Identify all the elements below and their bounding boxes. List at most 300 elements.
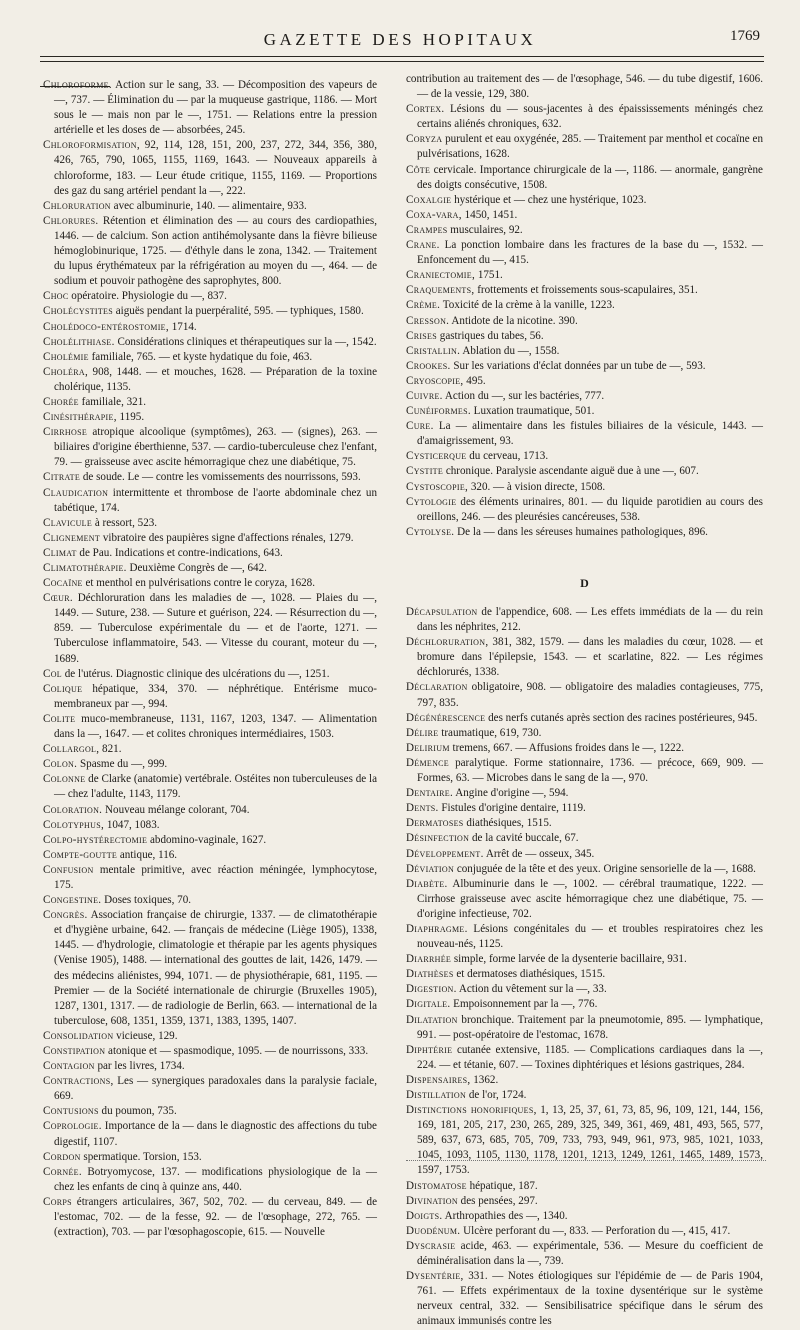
index-entry — [406, 922, 763, 952]
index-references: mentale primitive, avec réaction méningée, lymphocytose, 175. — [54, 863, 377, 891]
index-entry — [43, 199, 377, 214]
index-references: de soude. Le — contre les vomissements des nourrissons, 593. — [80, 471, 361, 484]
index-entry — [406, 208, 763, 223]
section-letter-heading: D — [580, 575, 589, 590]
index-term: Col — [43, 667, 62, 680]
index-entry — [406, 1224, 763, 1239]
index-references: hystérique et — chez une hystérique, 1023. — [451, 193, 647, 206]
index-references: hépatique, 334, 370. — néphrétique. Entérisme muco-membraneux par —, 994. — [54, 682, 377, 710]
index-entry — [43, 395, 377, 410]
index-references: frottements et froissements sous-scapulaires, 351. — [474, 284, 698, 297]
page-header — [0, 0, 800, 60]
index-term: Cuivre. — [406, 389, 443, 402]
index-references: Action du vêtement sur la —, 33. — [456, 983, 607, 996]
index-entry — [406, 480, 763, 495]
index-term: Dilatation — [406, 1013, 458, 1026]
index-entry — [406, 1179, 763, 1194]
index-references: Action du —, sur les bactéries, 777. — [442, 389, 605, 402]
index-term: Claudication — [43, 486, 109, 499]
index-entry — [406, 1013, 763, 1043]
index-references: 495. — [463, 374, 486, 387]
index-term: Chlorures. — [43, 214, 99, 227]
index-term: Craquements, — [406, 284, 475, 297]
index-term: Cresson. — [406, 314, 450, 327]
index-entry — [406, 1209, 763, 1224]
index-entry — [43, 682, 377, 712]
index-term: Cystoscopie, — [406, 480, 469, 493]
index-term: Consolidation — [43, 1029, 114, 1042]
index-entry — [406, 389, 763, 404]
index-term: Colpo-hystérectomie — [43, 833, 148, 846]
index-entry — [406, 756, 763, 786]
index-entry — [406, 862, 763, 877]
index-references: traumatique, 619, 730. — [438, 726, 542, 739]
index-entry — [406, 847, 763, 862]
index-references: Rétention et élimination des — au cours des cardiopathies, 1446. — de calcium. Son action antihémolysante dans la fièvre bilieuse hémoglobinurique, 1725. — d'éthyle dans le zona, 1342. — Traitement du lupus érythémateux par la réfrigération au moyen du —, 464. — de sodium et pouvoir pathogène des saprophytes, 800. — [54, 214, 377, 288]
index-term: Contractions, — [43, 1075, 114, 1088]
index-references: Action sur le sang, 33. — Décomposition des vapeurs de —, 737. — Élimination du — par la muqueuse gastrique, 1186. — Mort sous le — mais non par le —, 1751. — Relations entre la pression artérielle et les doses de — absorbées, 245. — [54, 79, 377, 137]
index-references: du poumon, 735. — [98, 1105, 177, 1118]
index-term: Dentaire. — [406, 787, 454, 800]
index-references: Albuminurie dans le —, 1002. — cérébral traumatique, 1222. — Cirrhose graisseuse avec ascite hémorragique chez une diabétique, 75. — d'origine infectieuse, 702. — [417, 877, 763, 920]
index-references: vicieuse, 129. — [113, 1029, 178, 1042]
index-references: spermatique. Torsion, 153. — [80, 1150, 202, 1163]
index-entry — [43, 803, 377, 818]
index-entry — [406, 329, 763, 344]
index-references: Angine d'origine —, 594. — [453, 787, 569, 800]
index-entry — [43, 591, 377, 666]
index-entry — [406, 997, 763, 1012]
index-term: Diphtérie — [406, 1043, 453, 1056]
index-term: Crookes. — [406, 359, 451, 372]
index-term: Chloroforme. — [43, 79, 112, 91]
index-term: Contagion — [43, 1060, 95, 1073]
index-entry — [43, 470, 377, 485]
index-term: Cholédoco-entérostomie, — [43, 320, 169, 333]
index-references: de Pau. Indications et contre-indications, 643. — [76, 546, 283, 559]
index-term: Clavicule — [43, 516, 93, 529]
index-term: Confusion — [43, 863, 94, 876]
index-references: 92, 114, 128, 151, 200, 237, 272, 344, 356, 380, 426, 765, 790, 1065, 1155, 1169, 1643. — Nouveaux appareils à chloroforme, 183. — Leur étude critique, 1155, 1169. — Proportions des gaz du sang artériel pendant la —, 222. — [54, 139, 377, 197]
index-references: Ablation du —, 1558. — [460, 344, 560, 357]
index-term: Cristallin. — [406, 344, 461, 357]
index-term: Corps — [43, 1195, 72, 1208]
index-references: abdomino-vaginale, 1627. — [147, 833, 267, 846]
index-entry — [406, 877, 763, 922]
index-references: Arrêt de — osseux, 345. — [483, 847, 595, 860]
index-entry — [43, 365, 377, 395]
index-references: atonique et — spasmodique, 1095. — de nourrissons, 333. — [105, 1045, 369, 1057]
index-term: Colite — [43, 712, 76, 725]
index-entry — [406, 404, 763, 419]
index-term: Colotyphus, — [43, 818, 105, 831]
index-references: De la — dans les séreuses humaines pathologiques, 896. — [454, 525, 708, 538]
index-entry — [406, 525, 763, 540]
index-references: de la cavité buccale, 67. — [469, 832, 579, 845]
index-entry — [406, 223, 763, 238]
index-references: des éléments urinaires, 801. — du liquide parotidien au cours des oreillons, 246. — des pleurésies cancéreuses, 538. — [417, 495, 763, 523]
index-entry — [406, 831, 763, 846]
index-entry — [406, 801, 763, 816]
index-references: Doses toxiques, 70. — [101, 894, 192, 907]
index-references: du cerveau, 1713. — [466, 450, 549, 463]
index-references: Sur les variations d'éclat données par un tube de —, 593. — [450, 359, 706, 372]
index-entry — [43, 546, 377, 561]
index-term: Craniectomie, — [406, 269, 476, 282]
index-entry — [43, 833, 377, 848]
index-references: musculaires, 92. — [447, 223, 523, 236]
index-references: simple, forme larvée de la dysenterie bacillaire, 931. — [451, 953, 687, 966]
index-references: et menthol en pulvérisations contre le coryza, 1628. — [82, 577, 315, 590]
index-references: atropique alcoolique (symptômes), 263. — (signes), 263. — biliaires d'origine éberthienne, 537. — cardio-tuberculeuse chez l'enfant, 79. — graisseuse avec ascite hémorragique chez une diabétique, 75. — [54, 426, 377, 469]
index-entry — [406, 464, 763, 479]
index-entry — [406, 1073, 763, 1088]
index-term: Distomatose — [406, 1179, 467, 1192]
index-term: Digestion. — [406, 983, 457, 996]
index-term: Contusions — [43, 1105, 99, 1118]
index-entry — [43, 1044, 377, 1059]
index-term: Dégénérescence — [406, 711, 486, 724]
index-entry — [406, 786, 763, 801]
index-references: muco-membraneuse, 1131, 1167, 1203, 1347. — Alimentation dans la —, 1647. — et colites chroniques intermédiaires, 1503. — [54, 712, 377, 741]
index-entry — [406, 238, 763, 268]
index-references: diathésiques, 1515. — [463, 817, 552, 830]
index-entry — [406, 359, 763, 374]
index-references: conjuguée de la tête et des yeux. Origine sensorielle de la —, 1688. — [454, 862, 756, 875]
index-references: 1714. — [168, 320, 197, 333]
index-term: Crises — [406, 329, 437, 342]
index-term: Désinfection — [406, 832, 470, 845]
index-references: chronique. Paralysie ascendante aiguë due à une —, 607. — [443, 465, 699, 478]
index-references: La ponction lombaire dans les fractures de la base du —, 1532. — Enfoncement du —, 415. — [417, 239, 763, 267]
index-term: Climat — [43, 546, 77, 559]
index-term: Chloruration — [43, 199, 111, 212]
index-term: Cœur. — [43, 592, 73, 605]
index-references: opératoire. Physiologie du —, 837. — [68, 290, 227, 303]
index-entry — [43, 289, 377, 304]
index-entry — [43, 667, 377, 682]
index-entry — [406, 374, 763, 389]
index-entry — [406, 132, 763, 162]
index-term: Déclaration — [406, 681, 468, 694]
index-term: Colonne — [43, 773, 86, 786]
index-references: paralytique. Forme stationnaire, 1736. — précoce, 669, 909. — Formes, 63. — Microbes dans le sang de la —, 970. — [417, 756, 763, 785]
right-column — [406, 72, 763, 1330]
bottom-rule — [406, 1160, 766, 1161]
index-entry — [43, 350, 377, 365]
index-term: Crampes — [406, 223, 448, 236]
index-term: Divination — [406, 1194, 458, 1207]
index-term: Compte-goutte — [43, 848, 118, 861]
index-term: Cortex. — [406, 103, 445, 116]
index-references: Importance de la — dans le diagnostic des affections du tube digestif, 1107. — [54, 1120, 377, 1148]
header-rule — [40, 56, 764, 62]
index-references: Toxicité de la crème à la vanille, 1223. — [440, 299, 615, 312]
index-references: de l'utérus. Diagnostic clinique des ulcérations du —, 1251. — [61, 667, 330, 680]
index-references: Considérations cliniques et thérapeutiques sur la —, 1542. — [114, 335, 377, 348]
index-references: Lésions du — sous-jacentes à des épaississements méningés chez certains aliénés chroniques, 632. — [417, 103, 763, 131]
index-references: Association française de chirurgie, 1337. — de climatothérapie et d'hygiène urbaine, 642. — français de médecine (Liège 1905), 1338, 1445. — d'hydrologie, climatologie et thérapie par les agents physiques (Venise 1905), 1488. — international des gouttes de lait, 1426, 1479. — des médecins aliénistes, 994, 1071. — de physiothérapie, 681, 1195. — Premier — de la Société internationale de chirurgie (Bruxelles 1905), 1287, 1301, 1317. — de radiologie de Berlin, 663. — international de la tuberculose, 608, 1351, 1359, 1371, 1383, 1395, 1407. — [54, 909, 377, 1027]
index-entry — [43, 757, 377, 772]
index-references: 331. — Notes étiologiques sur l'épidémie de — de Paris 1904, 761. — Effets expérimentaux de la toxine dysentérique sur le système nerveux central, 332. — Sensibilisatrice spécifique dans le sérum des animaux immunisés contre les — [417, 1270, 763, 1328]
index-term: Cornée. — [43, 1165, 82, 1178]
index-references: familiale, 321. — [78, 395, 147, 408]
index-term: Dysentérie, — [406, 1270, 464, 1283]
index-term: Doigts. — [406, 1209, 443, 1222]
index-entry — [406, 419, 763, 449]
index-entry — [43, 1150, 377, 1165]
index-references: Déchloruration dans les maladies de —, 1028. — Plaies du —, 1449. — Suture, 238. — Suture et guérison, 224. — Résurrection du —, 859. — Tuberculose expérimentale du — et de l'aorte, 1271. — Tuberculose inflammatoire, 543. — Vitesse du courant, moteur du —, 1689. — [54, 592, 377, 665]
index-entry — [43, 1074, 377, 1104]
page-number: 1769 — [730, 28, 760, 44]
index-entry — [43, 78, 377, 138]
index-term: Coprologie. — [43, 1120, 102, 1133]
index-entry — [43, 848, 377, 863]
index-term: Distinctions honorifiques, — [406, 1104, 537, 1117]
index-term: Diarrhée — [406, 953, 452, 966]
index-term: Cystite — [406, 465, 444, 478]
index-term: Dyscrasie — [406, 1239, 456, 1252]
index-term: Cocaïne — [43, 577, 83, 590]
index-entry — [43, 1029, 377, 1044]
index-term: Déviation — [406, 862, 455, 875]
index-term: Coxa-vara, — [406, 208, 462, 221]
index-references: 1751. — [475, 269, 503, 282]
index-references: intermittente et thrombose de l'aorte abdominale chez un tabétique, 174. — [54, 486, 377, 514]
index-entry — [406, 268, 763, 283]
index-references: Fistules d'origine dentaire, 1119. — [438, 802, 586, 815]
right-column-entries-d — [406, 605, 763, 1330]
index-term: Délire — [406, 726, 439, 739]
index-entry — [43, 486, 377, 516]
index-references: gastriques du tabes, 56. — [437, 329, 544, 342]
index-entry — [406, 102, 763, 132]
index-entry — [43, 712, 377, 742]
index-term: Dispensaires, — [406, 1073, 471, 1086]
index-term: Coryza — [406, 133, 443, 146]
index-references: Deuxième Congrès de —, 642. — [126, 562, 267, 574]
index-references: 1362. — [470, 1073, 499, 1086]
index-term: Cytolyse. — [406, 525, 455, 538]
index-term: Cryoscopie, — [406, 374, 464, 387]
index-term: Diathèses — [406, 968, 454, 981]
index-references: de l'appendice, 608. — Les effets immédiats de la — du rein dans les néphrites, 212. — [417, 606, 763, 634]
index-term: Cholécystites — [43, 305, 113, 318]
index-references: tremens, 667. — Affusions froides dans le —, 1222. — [449, 741, 685, 754]
index-references: 1047, 1083. — [104, 818, 160, 831]
index-references: bronchique. Traitement par la pneumotomie, 895. — lymphatique, 991. — post-opératoire de l'estomac, 1678. — [417, 1013, 763, 1041]
index-references: contribution au traitement des — de l'œsophage, 546. — du tube digestif, 1606. — de la vessie, 129, 380. — [406, 73, 763, 101]
index-entry — [406, 1103, 763, 1178]
index-references: vibratoire des paupières signe d'affections rénales, 1279. — [100, 531, 354, 544]
index-term: Choléra, — [43, 365, 89, 378]
index-entry — [406, 952, 763, 967]
index-entry — [406, 495, 763, 525]
index-term: Citrate — [43, 471, 81, 484]
index-entry — [43, 772, 377, 802]
index-references: cervicale. Importance chirurgicale de la —, 1186. — anormale, gangrène des doigts consécutive, 1508. — [417, 163, 763, 191]
index-references: de l'or, 1724. — [466, 1089, 527, 1101]
index-entry — [406, 72, 763, 102]
index-references: des nerfs cutanés après section des racines postérieures, 945. — [485, 711, 758, 724]
index-references: aiguës pendant la puerpéralité, 595. — typhiques, 1580. — [112, 305, 364, 318]
index-references: antique, 116. — [117, 848, 178, 861]
index-entry — [406, 449, 763, 464]
index-term: Démence — [406, 756, 449, 769]
index-entry — [406, 193, 763, 208]
index-term: Digitale. — [406, 998, 451, 1011]
index-entry — [43, 531, 377, 546]
index-entry — [43, 1059, 377, 1074]
index-entry — [406, 298, 763, 313]
index-entry — [43, 138, 377, 198]
index-entry — [43, 425, 377, 470]
index-entry — [406, 163, 763, 193]
index-term: Colon. — [43, 758, 78, 771]
index-entry — [406, 283, 763, 298]
index-entry — [43, 908, 377, 1029]
index-references: Spasme du —, 999. — [77, 758, 168, 771]
index-term: Côte — [406, 163, 431, 176]
index-references: Les — synergiques paradoxales dans la paralysie faciale, 669. — [54, 1075, 377, 1103]
index-entry — [43, 320, 377, 335]
index-references: purulent et eau oxygénée, 285. — Traitement par menthol et cocaïne en pulvérisations, 1628. — [417, 133, 763, 161]
index-entry — [406, 1239, 763, 1269]
index-term: Cholémie — [43, 350, 89, 363]
index-term: Chloroformisation, — [43, 139, 140, 152]
index-entry — [406, 741, 763, 756]
index-term: Chorée — [43, 395, 79, 408]
index-term: Dermatoses — [406, 817, 464, 830]
index-term: Diaphragme. — [406, 922, 468, 935]
index-term: Dents. — [406, 802, 439, 815]
index-entry — [43, 561, 377, 576]
index-term: Cure. — [406, 420, 434, 433]
index-references: 1450, 1451. — [461, 208, 518, 221]
index-term: Développement. — [406, 847, 484, 860]
index-term: Cysticerque — [406, 450, 467, 463]
index-entry — [406, 982, 763, 997]
index-entry — [406, 1194, 763, 1209]
index-term: Delirium — [406, 741, 450, 754]
index-term: Collargol, — [43, 743, 100, 756]
index-references: de Clarke (anatomie) vertébrale. Ostéites non tuberculeuses de la — chez l'adulte, 1143, 1179. — [54, 773, 377, 801]
index-references: Empoisonnement par la —, 776. — [450, 998, 598, 1011]
index-term: Climatothérapie. — [43, 562, 127, 574]
index-references: obligatoire, 908. — obligatoire des maladies contagieuses, 775, 797, 835. — [417, 681, 763, 709]
index-references: acide, 463. — expérimentale, 536. — Mesure du coefficient de déminéralisation dans la —, 739. — [417, 1239, 763, 1268]
index-entry — [406, 635, 763, 680]
index-entry — [43, 516, 377, 531]
index-entry — [43, 214, 377, 289]
index-entry — [43, 1195, 377, 1240]
index-references: 821. — [99, 743, 122, 756]
index-term: Cunéiformes. — [406, 405, 471, 418]
index-term: Cholélithiase. — [43, 335, 115, 348]
journal-title: GAZETTE DES HOPITAUX — [263, 30, 537, 49]
index-entry — [43, 818, 377, 833]
index-references: à ressort, 523. — [92, 516, 158, 529]
index-references: Luxation traumatique, 501. — [470, 405, 595, 418]
index-references: Ulcère perforant du —, 833. — Perforation du —, 415, 417. — [460, 1224, 731, 1237]
index-term: Diabète. — [406, 877, 448, 890]
index-entry — [43, 1119, 377, 1149]
index-references: par les livres, 1734. — [94, 1060, 185, 1073]
index-entry — [406, 680, 763, 710]
index-entry — [406, 1043, 763, 1073]
index-term: Crane. — [406, 239, 440, 252]
index-term: Distillation — [406, 1089, 467, 1101]
index-entry — [43, 893, 377, 908]
index-term: Cirrhose — [43, 426, 88, 439]
index-term: Choc — [43, 290, 69, 303]
index-term: Crème. — [406, 299, 441, 312]
index-references: hépatique, 187. — [466, 1179, 538, 1192]
index-entry — [43, 304, 377, 319]
index-references: Nouveau mélange colorant, 704. — [102, 803, 250, 816]
index-term: Cytologie — [406, 495, 457, 508]
index-entry — [406, 314, 763, 329]
index-entry — [43, 1104, 377, 1119]
right-column-entries-c — [406, 72, 763, 540]
index-entry — [406, 605, 763, 635]
index-references: Lésions congénitales du — et troubles respiratoires chez les nouveau-nés, 1125. — [417, 922, 763, 951]
index-references: des pensées, 297. — [457, 1194, 538, 1207]
index-term: Cinésithérapie, — [43, 411, 117, 424]
index-entry — [406, 344, 763, 359]
index-entry — [406, 816, 763, 831]
index-term: Coloration. — [43, 803, 103, 816]
index-entry — [43, 410, 377, 425]
index-references: 1195. — [116, 411, 145, 424]
index-references: avec albuminurie, 140. — alimentaire, 933. — [110, 199, 307, 212]
index-term: Duodénum. — [406, 1224, 461, 1237]
index-references: La — alimentaire dans les fistules biliaires de la vésicule, 1443. — d'amaigrissement, 93. — [417, 420, 763, 448]
index-references: 381, 382, 1579. — dans les maladies du cœur, 1028. — et bromure dans l'épilepsie, 1543. — et scarlatine, 822. — Les régimes déchlorurés, 1338. — [417, 636, 763, 679]
index-references: 1, 13, 25, 37, 61, 73, 85, 96, 109, 121, 144, 156, 169, 181, 205, 217, 230, 265, 289, 325, 349, 361, 469, 481, 493, 565, 577, 589, 637, 673, 685, 705, 709, 733, 793, 949, 961, 973, 985, 1021, 1033, 1045, 1093, 1105, 1130, 1178, 1201, 1213, 1249, 1261, 1465, 1489, 1573, 1597, 1753. — [417, 1104, 763, 1177]
index-references: cutanée extensive, 1185. — Complications cardiaques dans la —, 224. — et tétanie, 607. — Toxines diphtériques et lésions gastriques, 284. — [417, 1043, 763, 1071]
index-references: Arthropathies des —, 1340. — [442, 1209, 568, 1222]
index-term: Congestine. — [43, 894, 102, 907]
index-references: 908, 1448. — et mouches, 1628. — Préparation de la toxine cholérique, 1135. — [54, 365, 377, 393]
index-entry — [406, 1088, 763, 1103]
index-references: 320. — à vision directe, 1508. — [468, 480, 606, 493]
index-entry — [43, 742, 377, 757]
index-entry — [43, 1165, 377, 1195]
index-term: Constipation — [43, 1045, 106, 1057]
index-entry — [43, 863, 377, 893]
index-term: Déchloruration, — [406, 636, 489, 649]
index-term: Cordon — [43, 1150, 81, 1163]
index-term: Coxalgie — [406, 193, 452, 206]
index-term: Colique — [43, 682, 83, 695]
index-entry — [43, 335, 377, 350]
index-references: et dermatoses diathésiques, 1515. — [453, 968, 606, 981]
index-references: Antidote de la nicotine. 390. — [449, 314, 578, 327]
index-references: Botryomycose, 137. — modifications physiologique de la — chez les enfants de cinq à quinze ans, 440. — [54, 1165, 377, 1193]
index-term: Clignement — [43, 531, 101, 544]
index-references: étrangers articulaires, 367, 502, 702. — du cerveau, 849. — de l'estomac, 702. — de la fesse, 92. — de l'œsophage, 272, 765. — (extraction), 703. — par l'œsophagoscopie, 615. — Nouvelle — [54, 1195, 377, 1239]
index-entry — [406, 711, 763, 726]
index-references: familiale, 765. — et kyste hydatique du foie, 463. — [88, 350, 313, 363]
index-entry — [406, 967, 763, 982]
left-column — [43, 78, 377, 1240]
index-term: Décapsulation — [406, 606, 478, 618]
index-entry — [406, 1269, 763, 1329]
index-entry — [43, 576, 377, 591]
index-term: Congrès. — [43, 909, 88, 922]
index-entry — [406, 726, 763, 741]
